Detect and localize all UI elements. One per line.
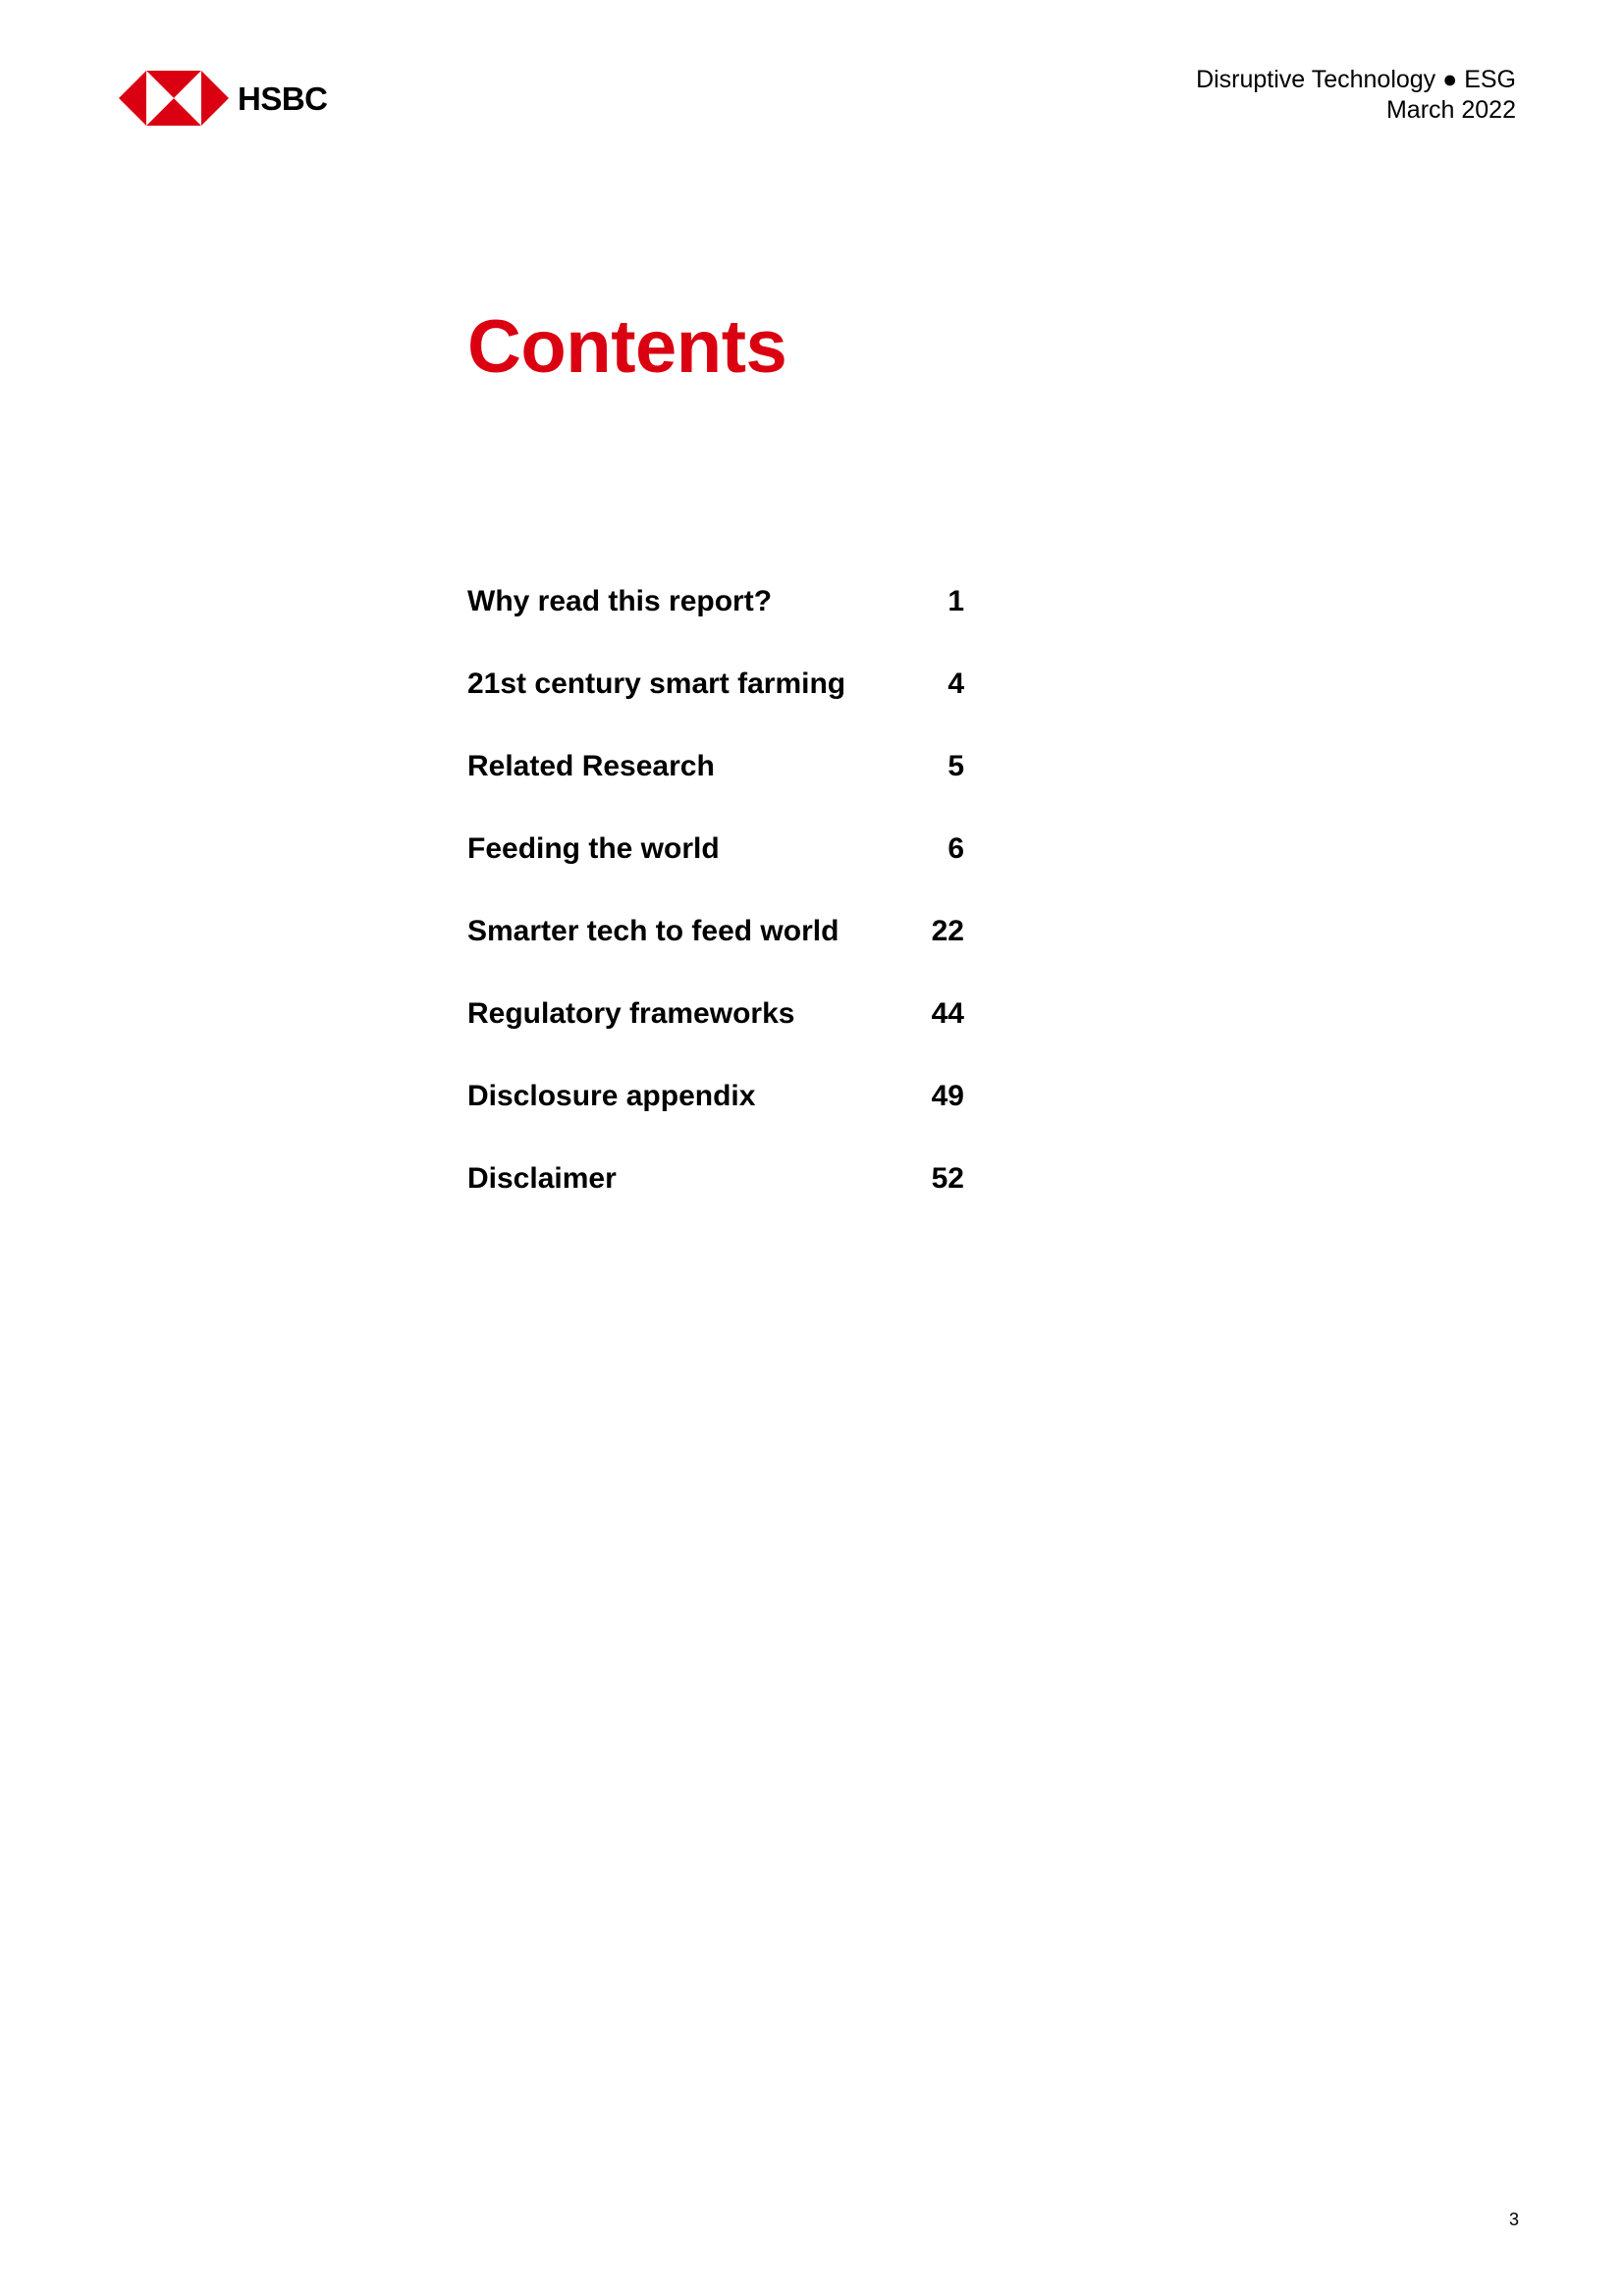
toc-item[interactable] <box>467 988 964 1071</box>
toc-item-page: 1 <box>947 585 964 617</box>
toc-item[interactable] <box>467 906 964 988</box>
toc-item[interactable] <box>467 576 964 659</box>
page-title: Contents <box>467 305 787 389</box>
toc-item-label: Why read this report? <box>467 585 773 617</box>
toc-item-label: Feeding the world <box>467 832 720 865</box>
toc-item-label: Smarter tech to feed world <box>467 915 839 947</box>
toc-item-label: Related Research <box>467 750 715 782</box>
toc-item[interactable] <box>467 741 964 824</box>
toc-item-page: 44 <box>931 997 964 1030</box>
toc-item[interactable] <box>467 824 964 906</box>
toc-item-page: 5 <box>947 750 964 782</box>
hexagon-logo-icon <box>119 71 229 126</box>
report-category: ESG <box>1464 66 1516 93</box>
toc-item-page: 4 <box>947 667 964 700</box>
toc-item[interactable] <box>467 1153 964 1236</box>
report-date: March 2022 <box>1385 96 1516 124</box>
toc-item[interactable] <box>467 659 964 741</box>
logo-wordmark: HSBC <box>238 80 328 117</box>
hsbc-logo <box>119 71 328 126</box>
table-of-contents <box>467 576 964 1236</box>
report-header <box>1196 65 1516 126</box>
toc-item-page: 22 <box>931 915 964 947</box>
toc-item-label: Disclaimer <box>467 1162 617 1195</box>
toc-item-label: 21st century smart farming <box>467 667 846 700</box>
report-series-line <box>1196 65 1516 95</box>
bullet-separator: ● <box>1442 66 1458 93</box>
toc-item[interactable] <box>467 1071 964 1153</box>
toc-item-page: 6 <box>947 832 964 865</box>
toc-item-label: Disclosure appendix <box>467 1080 756 1112</box>
toc-item-page: 52 <box>931 1162 964 1195</box>
page-number: 3 <box>1508 2210 1519 2229</box>
toc-item-page: 49 <box>931 1080 964 1112</box>
report-series: Disruptive Technology <box>1196 66 1436 93</box>
toc-item-label: Regulatory frameworks <box>467 997 795 1030</box>
